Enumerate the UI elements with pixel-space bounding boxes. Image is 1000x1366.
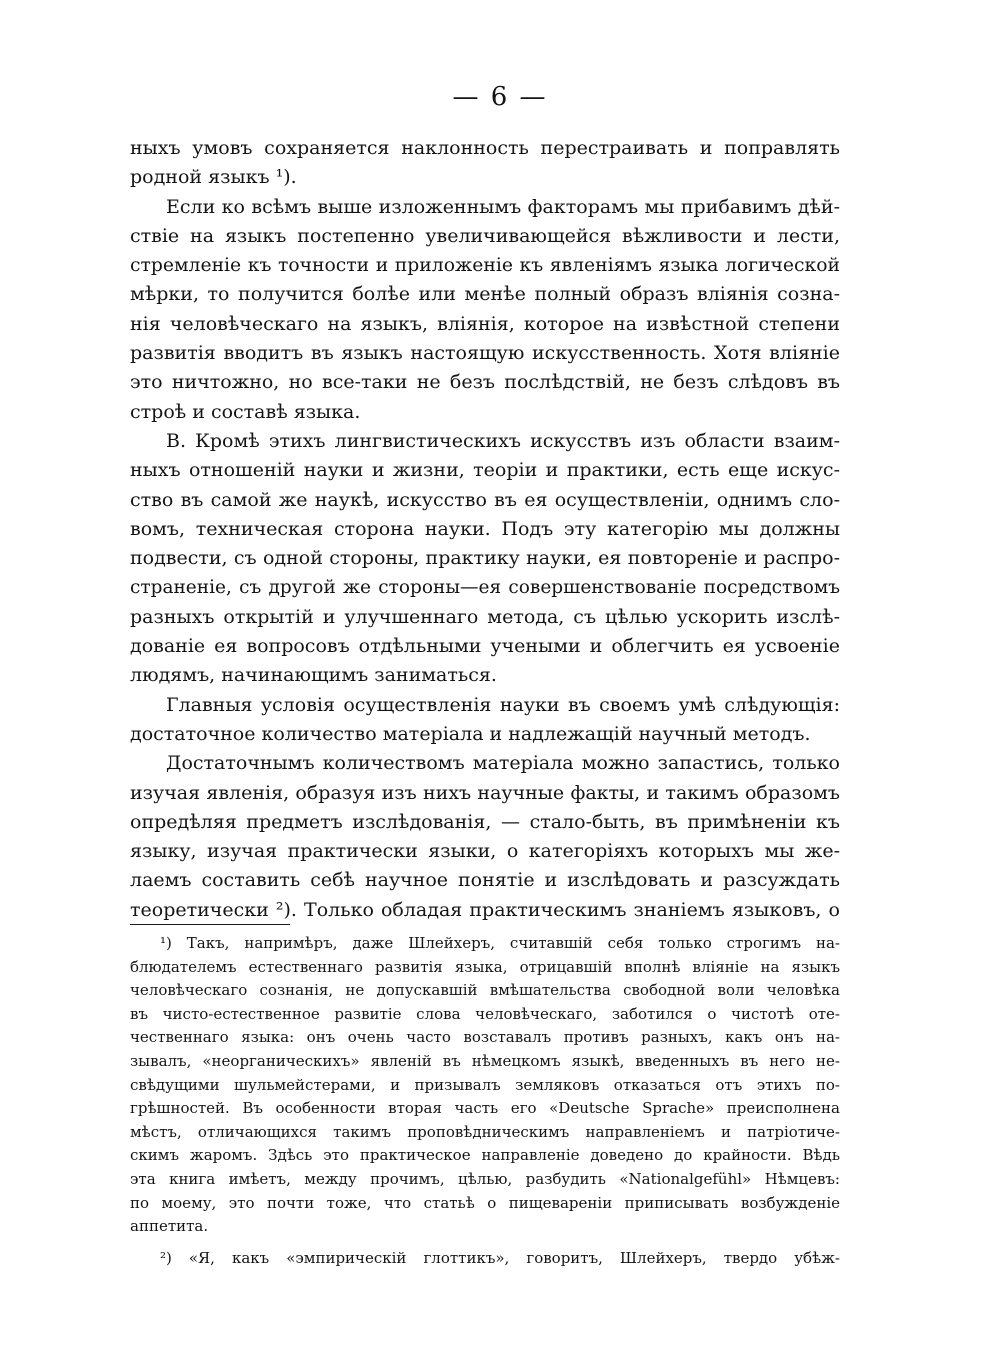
footnote-line: мѣстъ, отличающихся такимъ проповѣдническимъ направленіемъ и патріотиче- bbox=[130, 1122, 840, 1141]
text-line: вомъ, техническая сторона науки. Подъ эту категорію мы должны bbox=[130, 517, 840, 540]
text-line: разныхъ открытій и улучшеннаго метода, съ цѣлью ускорить изслѣ- bbox=[130, 605, 840, 628]
footnote-line: въ чисто-естественное развитіе слова человѣческаго, заботился о чистотѣ оте- bbox=[130, 1004, 840, 1023]
text-line: ныхъ отношеній науки и жизни, теоріи и практики, есть еще искус- bbox=[130, 459, 840, 482]
paragraph-start-line: Достаточнымъ количествомъ матеріала можно запастись, только bbox=[166, 752, 840, 775]
text-line: мѣрки, то получится болѣе или менѣе полный образъ вліянія созна- bbox=[130, 283, 840, 306]
footnote-line: эта книга имѣетъ, между прочимъ, цѣлью, разбудить «Nationalgefühl» Нѣмцевъ: bbox=[130, 1169, 840, 1188]
text-line: ствіе на языкъ постепенно увеличивающейся вѣжливости и лести, bbox=[130, 224, 840, 247]
text-line: родной языкъ ¹). bbox=[130, 166, 297, 189]
footnote-line: скимъ жаромъ. Здѣсь это практическое направленіе доведено до крайности. Вѣдь bbox=[130, 1146, 840, 1165]
text-line: изучая явленія, образуя изъ нихъ научные факты, и такимъ образомъ bbox=[130, 781, 840, 804]
text-line: страненіе, съ другой же стороны—ея совершенствованіе посредствомъ bbox=[130, 577, 840, 599]
paragraph-start-line: B. Кромѣ этихъ лингвистическихъ искусствъ изъ области взаим- bbox=[166, 429, 840, 452]
footnote-line: чественнаго языка: онъ очень часто возставалъ противъ разныхъ, какъ онъ на- bbox=[130, 1028, 840, 1047]
footnote-line: ²) «Я, какъ «эмпирическій глоттикъ», говоритъ, Шлейхеръ, твердо убѣж- bbox=[160, 1248, 840, 1267]
text-line: строѣ и составѣ языка. bbox=[130, 400, 361, 423]
paragraph-start-line: Если ко всѣмъ выше изложеннымъ факторамъ мы прибавимъ дѣй- bbox=[166, 195, 840, 218]
text-line: это ничтожно, но все-таки не безъ послѣдствій, не безъ слѣдовъ въ bbox=[130, 371, 840, 394]
text-line: подвести, съ одной стороны, практику науки, ея повтореніе и распро- bbox=[130, 547, 840, 570]
footnote-line: человѣческаго сознанія, не допускавшій вмѣшательства свободной воли человѣка bbox=[130, 981, 840, 1000]
footnote-line: по моему, это почти тоже, что статьѣ о пищевареніи приписывать возбужденіе bbox=[130, 1193, 840, 1212]
footnote-line: ¹) Такъ, напримѣръ, даже Шлейхеръ, считавшій себя только строгимъ на- bbox=[160, 934, 840, 952]
text-line: людямъ, начинающимъ заниматься. bbox=[130, 664, 497, 687]
text-line: ныхъ умовъ сохраняется наклонность перестраивать и поправлять bbox=[130, 137, 840, 159]
page-number: — 6 — bbox=[452, 82, 548, 112]
paragraph-start-line: Главныя условія осуществленія науки въ своемъ умѣ слѣдующія: bbox=[166, 693, 840, 716]
text-line: развитія вводитъ въ языкъ настоящую искусственность. Хотя вліяніе bbox=[130, 342, 840, 365]
footnotes bbox=[130, 932, 840, 1270]
body-text bbox=[130, 134, 840, 925]
text-line: достаточное количество матеріала и надлежащій научный методъ. bbox=[130, 722, 811, 745]
text-line: стремленіе къ точности и приложеніе къ явленіямъ языка логической bbox=[130, 255, 840, 277]
footnote-gap bbox=[130, 1239, 840, 1247]
footnote-line: блюдателемъ естественнаго развитія языка, отрицавшій вполнѣ вліяніе на языкъ bbox=[130, 957, 840, 976]
text-line: дованіе ея вопросовъ отдѣльными учеными и облегчить ея усвоеніе bbox=[130, 635, 840, 658]
footnote-line: свѣдущими шульмейстерами, и призывалъ земляковъ отказаться отъ этихъ по- bbox=[130, 1075, 840, 1094]
text-line: опредѣляя предметъ изслѣдованія, — стало-быть, въ примѣненіи къ bbox=[130, 810, 840, 833]
text-line: нія человѣческаго на языкъ, вліянія, которое на извѣстной степени bbox=[130, 312, 840, 335]
text-line: ство въ самой же наукѣ, искусство въ ея осуществленіи, однимъ сло- bbox=[130, 488, 840, 511]
footnote-line: грѣшностей. Въ особенности вторая часть его «Deutsche Sprache» преисполнена bbox=[130, 1099, 840, 1118]
footnote-divider bbox=[130, 924, 290, 925]
text-line: теоретически ²). Только обладая практическимъ знаніемъ языковъ, о bbox=[130, 898, 840, 921]
text-line: лаемъ составить себѣ научное понятіе и изслѣдовать и разсуждать bbox=[130, 869, 840, 892]
text-line: языку, изучая практически языки, о категоріяхъ которыхъ мы же- bbox=[130, 840, 840, 863]
footnote-line: аппетита. bbox=[130, 1217, 209, 1236]
footnote-line: зывалъ, «неорганическихъ» явленій въ нѣмецкомъ языкѣ, введенныхъ въ него не- bbox=[130, 1051, 840, 1070]
